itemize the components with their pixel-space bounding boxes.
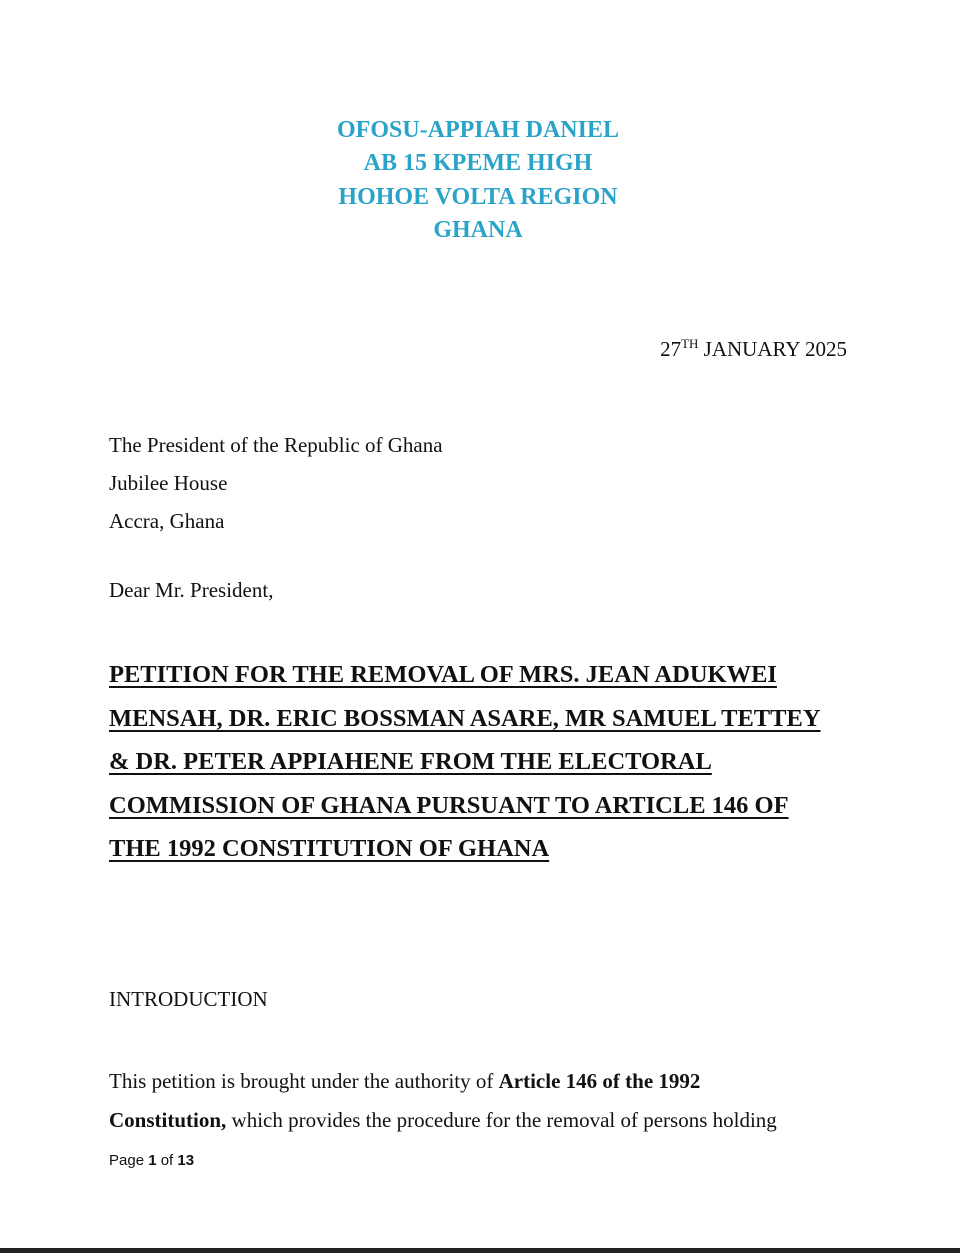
total-page-count: 13 (177, 1152, 195, 1169)
introduction-heading: INTRODUCTION (109, 987, 268, 1011)
subject-line: MENSAH, DR. ERIC BOSSMAN ASARE, MR SAMUEL TETTEY (109, 704, 821, 732)
body-text: which provides the procedure for the removal of persons holding (226, 1107, 777, 1132)
sender-address-block (0, 114, 956, 247)
recipient-address-block (109, 426, 443, 540)
sender-address-line: AB 15 KPEME HIGH (363, 150, 593, 177)
subject-line: COMMISSION OF GHANA PURSUANT TO ARTICLE 146 OF (109, 791, 789, 819)
sender-country-line: GHANA (433, 216, 523, 243)
letter-date (660, 337, 847, 362)
page-number-footer (109, 1152, 194, 1169)
page-bottom-border (0, 1248, 960, 1253)
of-word: of (156, 1152, 178, 1169)
page-word: Page (109, 1152, 149, 1169)
sender-name: OFOSU-APPIAH DANIEL (336, 117, 619, 143)
subject-line: & DR. PETER APPIAHENE FROM THE ELECTORAL (109, 748, 712, 776)
petition-subject-heading (109, 653, 869, 871)
recipient-title: The President of the Republic of Ghana (109, 433, 443, 457)
recipient-building: Jubilee House (109, 471, 228, 495)
date-month-year: JANUARY 2025 (703, 337, 847, 361)
recipient-city: Accra, Ghana (109, 509, 225, 533)
salutation: Dear Mr. President, (109, 578, 274, 602)
subject-line: THE 1992 CONSTITUTION OF GHANA (109, 835, 550, 863)
body-bold-text: Constitution, (109, 1107, 227, 1132)
introduction-paragraph (109, 1062, 839, 1139)
date-day: 27 (660, 337, 682, 361)
subject-line: PETITION FOR THE REMOVAL OF MRS. JEAN ADUKWEI (109, 661, 777, 688)
body-text: This petition is brought under the authority of (109, 1069, 499, 1093)
sender-region-line: HOHOE VOLTA REGION (338, 183, 618, 210)
body-bold-text: Article 146 of the 1992 (498, 1069, 701, 1093)
current-page-number: 1 (148, 1152, 157, 1169)
date-suffix: TH (681, 336, 699, 351)
